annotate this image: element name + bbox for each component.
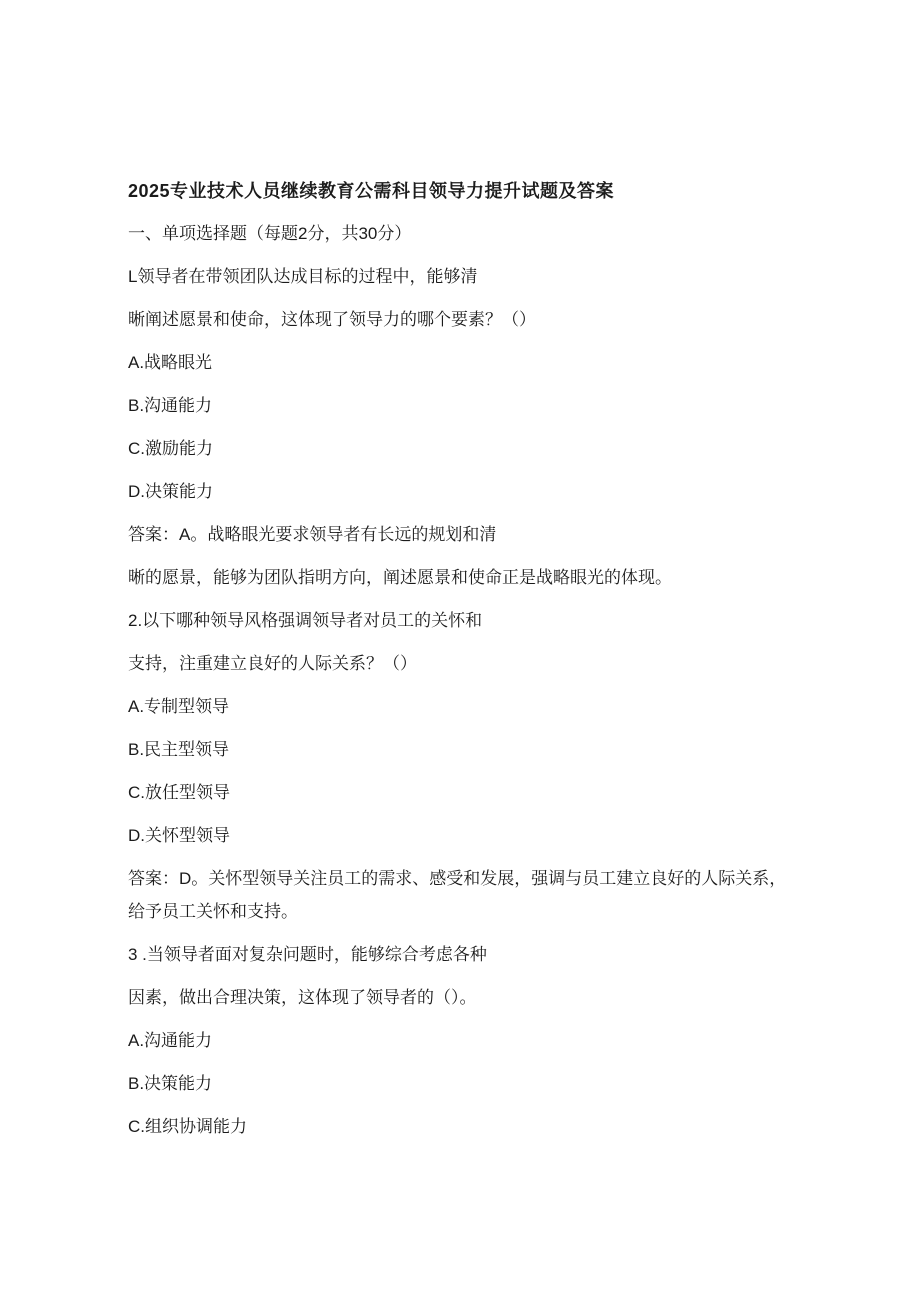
question-2-stem-line-2: 支持，注重建立良好的人际关系？（）	[128, 654, 417, 673]
question-2-answer-line-1: 答案：D。关怀型领导关注员工的需求、感受和发展，强调与员工建立良好的人际关系，	[128, 869, 787, 888]
question-1-option-c: C.激励能力	[128, 439, 213, 458]
question-3-option-c: C.组织协调能力	[128, 1117, 247, 1136]
question-1-answer-line-1: 答案：A。战略眼光要求领导者有长远的规划和清	[128, 525, 497, 544]
page-title: 2025专业技术人员继续教育公需科目领导力提升试题及答案	[128, 181, 615, 201]
question-1-stem-line-1: L领导者在带领团队达成目标的过程中，能够清	[128, 267, 478, 286]
question-2-answer-line-2: 给予员工关怀和支持。	[128, 902, 298, 921]
question-3-stem-line-1: 3 .当领导者面对复杂问题时，能够综合考虑各种	[128, 945, 487, 964]
question-2-stem-line-1: 2.以下哪种领导风格强调领导者对员工的关怀和	[128, 611, 483, 630]
question-2-option-a: A.专制型领导	[128, 697, 230, 716]
question-2-option-d: D.关怀型领导	[128, 826, 230, 845]
question-3-stem-line-2: 因素，做出合理决策，这体现了领导者的（）。	[128, 988, 477, 1007]
question-1-option-a: A.战略眼光	[128, 353, 213, 372]
section-heading: 一、单项选择题（每题2分，共30分）	[128, 224, 412, 243]
question-2-option-b: B.民主型领导	[128, 740, 230, 759]
question-3-option-a: A.沟通能力	[128, 1031, 213, 1050]
question-1-option-b: B.沟通能力	[128, 396, 213, 415]
question-1-option-d: D.决策能力	[128, 482, 213, 501]
question-3-option-b: B.决策能力	[128, 1074, 213, 1093]
question-2-option-c: C.放任型领导	[128, 783, 230, 802]
question-1-stem-line-2: 晰阐述愿景和使命，这体现了领导力的哪个要素？（）	[128, 310, 536, 329]
question-1-answer-line-2: 晰的愿景，能够为团队指明方向，阐述愿景和使命正是战略眼光的体现。	[128, 568, 672, 587]
